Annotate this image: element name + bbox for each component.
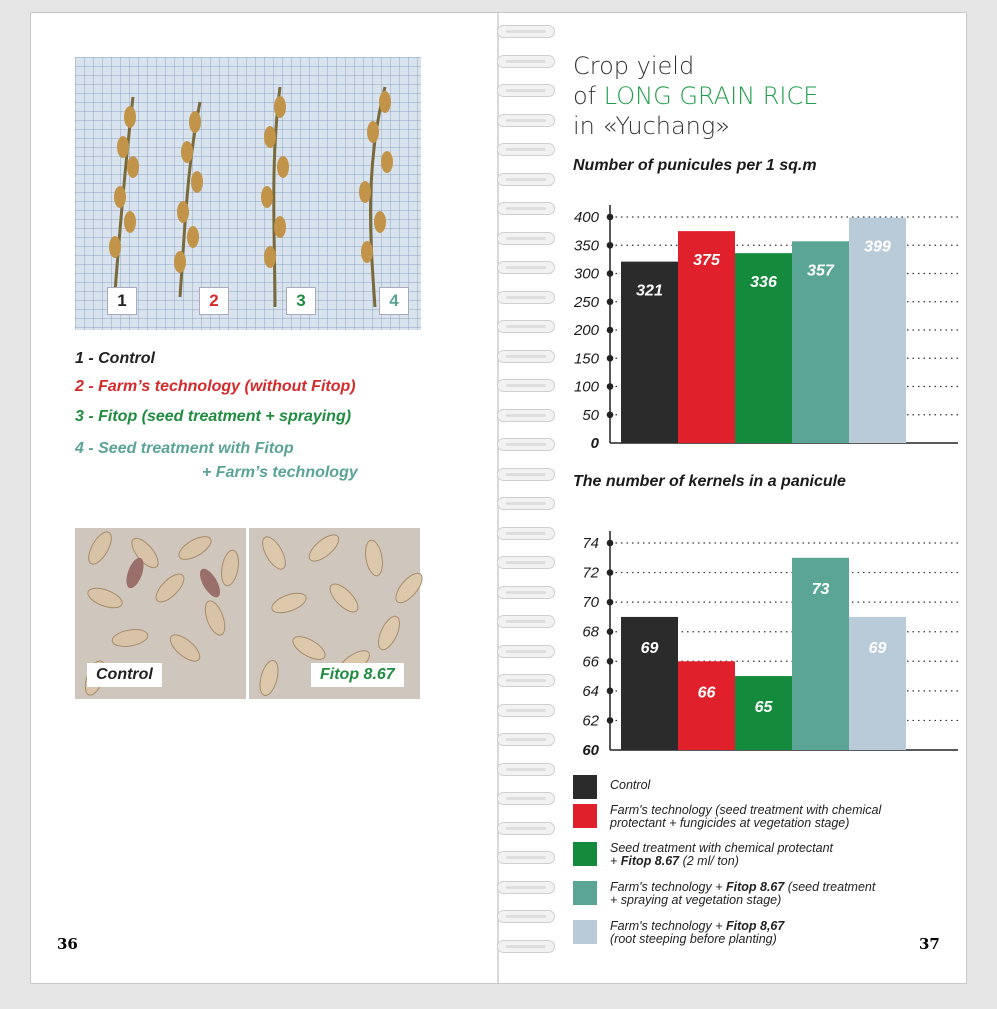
y-tick-label: 400 bbox=[573, 209, 599, 226]
grain-photo-fitop bbox=[249, 528, 420, 699]
bar-value-label: 321 bbox=[636, 282, 663, 300]
y-tick-label: 62 bbox=[582, 712, 599, 730]
legend-swatch bbox=[573, 842, 597, 866]
panicles-photo bbox=[75, 57, 421, 330]
chart-kernels bbox=[558, 515, 958, 759]
y-tick-label: 60 bbox=[582, 742, 599, 759]
bar-value-label: 73 bbox=[811, 580, 830, 598]
y-tick-label: 150 bbox=[573, 350, 599, 368]
chart1-title: Number of punicules per 1 sq.m bbox=[573, 157, 817, 174]
legend-swatch bbox=[573, 775, 597, 799]
tick-dot bbox=[607, 242, 614, 249]
photo-legend-1: 1 - Control bbox=[75, 350, 155, 367]
tick-dot bbox=[607, 688, 614, 695]
legend-swatch bbox=[573, 920, 597, 944]
title-highlight: LONG GRAIN RICE bbox=[603, 82, 819, 110]
y-tick-label: 200 bbox=[573, 322, 599, 339]
y-tick-label: 0 bbox=[590, 435, 599, 452]
tick-dot bbox=[607, 658, 614, 665]
bar-value-label: 66 bbox=[697, 684, 716, 702]
legend-label: Farm's technology (seed treatment with chemical protectant + fungicides at vegetation stage) bbox=[610, 803, 882, 830]
right-page bbox=[498, 13, 966, 983]
y-tick-label: 70 bbox=[582, 594, 599, 612]
left-page bbox=[31, 13, 498, 983]
y-tick-label: 68 bbox=[582, 623, 599, 641]
y-tick-label: 50 bbox=[582, 406, 599, 424]
legend-label: Farm's technology + Fitop 8.67 (seed treatment + spraying at vegetation stage) bbox=[610, 880, 876, 907]
legend-swatch bbox=[573, 881, 597, 905]
legend-label: Seed treatment with chemical protectant + Fitop 8.67 (2 ml/ ton) bbox=[610, 841, 834, 868]
page-number-left: 36 bbox=[57, 935, 78, 953]
tick-dot bbox=[607, 717, 614, 724]
bar-value-label: 336 bbox=[750, 274, 777, 292]
page-title bbox=[573, 51, 818, 141]
title-line-3: in «Yuchang» bbox=[573, 112, 730, 140]
y-tick-label: 300 bbox=[573, 265, 599, 283]
tick-dot bbox=[607, 411, 614, 418]
tick-dot bbox=[607, 540, 614, 547]
y-tick-label: 72 bbox=[582, 564, 599, 582]
bar bbox=[678, 661, 735, 750]
title-line-2 bbox=[573, 81, 818, 111]
chart-panicules bbox=[558, 189, 958, 451]
tick-dot bbox=[607, 628, 614, 635]
tick-dot bbox=[607, 599, 614, 606]
bar-value-label: 357 bbox=[807, 262, 834, 280]
bar-value-label: 399 bbox=[864, 238, 891, 256]
tick-dot bbox=[607, 214, 614, 221]
title-line-1: Crop yield bbox=[573, 52, 695, 80]
y-tick-label: 74 bbox=[582, 535, 599, 552]
bar-value-label: 375 bbox=[693, 252, 720, 270]
grain-label-control: Control bbox=[87, 663, 162, 687]
y-tick-label: 350 bbox=[573, 237, 599, 255]
chart2-title: The number of kernels in a panicule bbox=[573, 473, 846, 490]
grain-label-fitop: Fitop 8.67 bbox=[311, 663, 404, 687]
tick-dot bbox=[607, 569, 614, 576]
tick-dot bbox=[607, 327, 614, 334]
y-tick-label: 250 bbox=[573, 293, 599, 311]
y-tick-label: 66 bbox=[582, 653, 599, 671]
page-number-right: 37 bbox=[919, 935, 940, 953]
bar-value-label: 65 bbox=[754, 699, 773, 717]
photo-label-4: 4 bbox=[379, 287, 409, 315]
tick-dot bbox=[607, 270, 614, 277]
bar-value-label: 69 bbox=[868, 639, 887, 657]
photo-label-2: 2 bbox=[199, 287, 229, 315]
legend-swatch bbox=[573, 804, 597, 828]
photo-legend-3: 3 - Fitop (seed treatment + spraying) bbox=[75, 408, 352, 425]
bar-value-label: 69 bbox=[640, 639, 659, 657]
bar bbox=[621, 617, 678, 750]
photo-legend-4: 4 - Seed treatment with Fitop bbox=[75, 440, 294, 457]
grain-photo-control bbox=[75, 528, 246, 699]
bar bbox=[849, 617, 906, 750]
photo-label-3: 3 bbox=[286, 287, 316, 315]
y-tick-label: 64 bbox=[582, 682, 599, 700]
title-prefix: of bbox=[573, 82, 604, 110]
book-spread bbox=[30, 12, 967, 984]
tick-dot bbox=[607, 383, 614, 390]
legend-label: Control bbox=[610, 778, 651, 792]
photo-legend-4b: + Farm’s technology bbox=[202, 464, 358, 481]
photo-label-1: 1 bbox=[107, 287, 137, 315]
tick-dot bbox=[607, 298, 614, 305]
photo-legend-2: 2 - Farm’s technology (without Fitop) bbox=[75, 378, 356, 395]
tick-dot bbox=[607, 355, 614, 362]
legend-label: Farm's technology + Fitop 8,67 (root steeping before planting) bbox=[610, 919, 785, 946]
y-tick-label: 100 bbox=[573, 378, 599, 396]
